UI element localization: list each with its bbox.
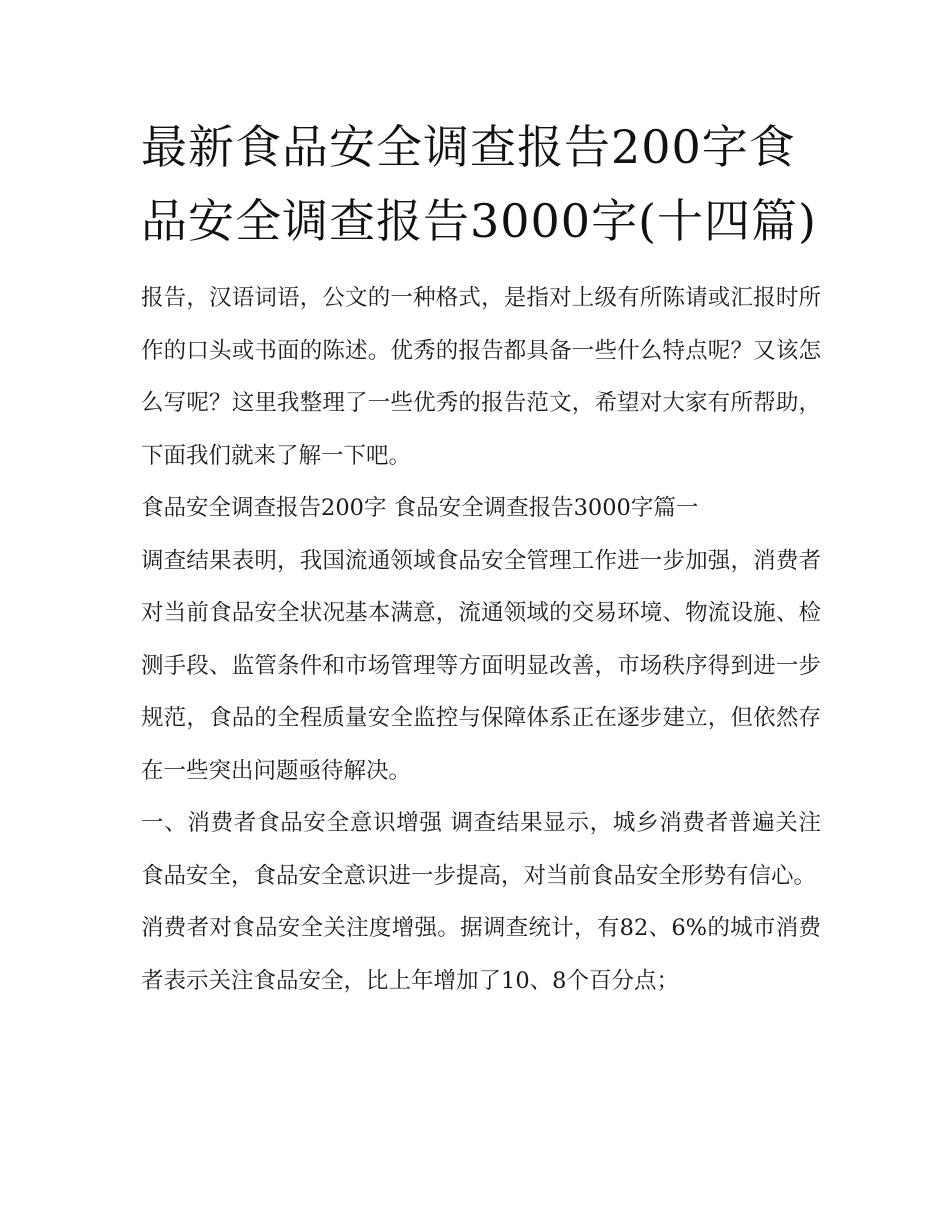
intro-paragraph: 报告，汉语词语，公文的一种格式，是指对上级有所陈请或汇报时所作的口头或书面的陈述。优秀的报告都具备一些什么特点呢？又该怎么写呢？这里我整理了一些优秀的报告范文，希望对大家有所帮助，下面我们就来了解一下吧。 (141, 285, 821, 469)
body-paragraph: 一、消费者食品安全意识增强 调查结果显示，城乡消费者普遍关注食品安全，食品安全意识进一步提高，对当前食品安全形势有信心。 (141, 810, 821, 889)
document-title: 最新食品安全调查报告200字食品安全调查报告3000字(十四篇) (141, 120, 817, 248)
body-paragraph: 调查结果表明，我国流通领域食品安全管理工作进一步加强，消费者对当前食品安全状况基本满意，流通领域的交易环境、物流设施、检测手段、监管条件和市场管理等方面明显改善，市场秩序得到进一步规范，食品的全程质量安全监控与保障体系正在逐步建立，但依然存在一些突出问题亟待解决。 (141, 547, 821, 784)
document-page (141, 110, 821, 1007)
section-heading: 食品安全调查报告200字 食品安全调查报告3000字篇一 (141, 495, 699, 521)
body-paragraph: 消费者对食品安全关注度增强。据调查统计，有82、6%的城市消费者表示关注食品安全，比上年增加了10、8个百分点； (141, 915, 821, 994)
